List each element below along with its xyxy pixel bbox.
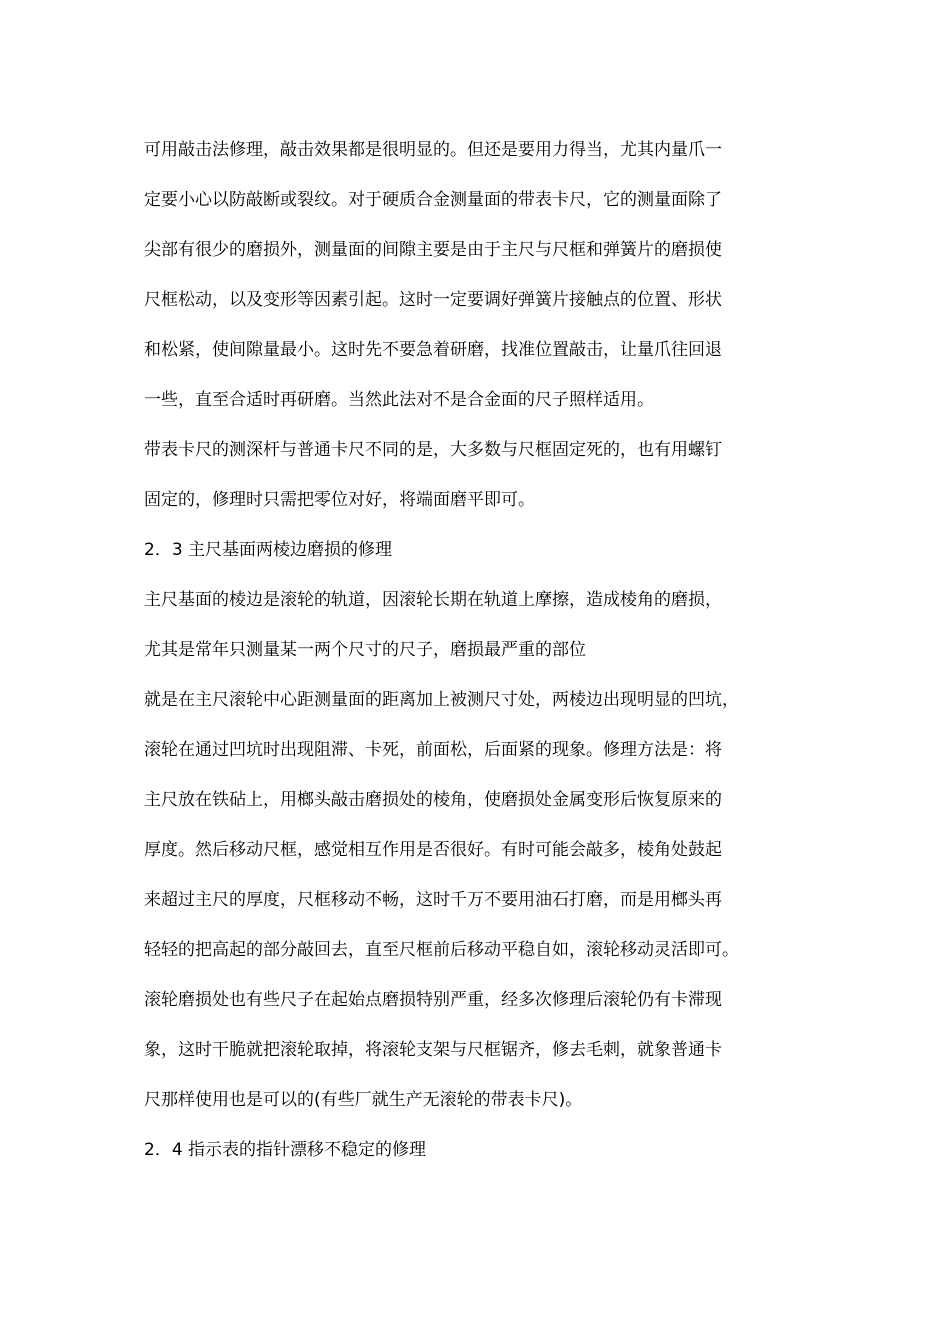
text-line: 和松紧，使间隙量最小。这时先不要急着研磨，找准位置敲击，让量爪往回退	[144, 340, 722, 360]
text-line: 固定的，修理时只需把零位对好，将端面磨平即可。	[144, 490, 535, 510]
text-line: 轻轻的把高起的部分敲回去，直至尺框前后移动平稳自如，滚轮移动灵活即可。	[144, 940, 739, 960]
text-line: 带表卡尺的测深杆与普通卡尺不同的是，大多数与尺框固定死的，也有用螺钉	[144, 440, 722, 460]
text-line: 主尺放在铁砧上，用榔头敲击磨损处的棱角，使磨损处金属变形后恢复原来的	[144, 790, 722, 810]
text-line: 定要小心以防敲断或裂纹。对于硬质合金测量面的带表卡尺，它的测量面除了	[144, 190, 722, 210]
text-line: 象，这时干脆就把滚轮取掉，将滚轮支架与尺框锯齐，修去毛刺，就象普通卡	[144, 1040, 722, 1060]
text-line: 来超过主尺的厚度，尺框移动不畅，这时千万不要用油石打磨，而是用榔头再	[144, 890, 722, 910]
document-body	[144, 125, 824, 1175]
text-line: 尖部有很少的磨损外，测量面的间隙主要是由于主尺与尺框和弹簧片的磨损使	[144, 240, 722, 260]
text-line: 尺那样使用也是可以的(有些厂就生产无滚轮的带表卡尺)。	[144, 1090, 583, 1110]
text-line: 主尺基面的棱边是滚轮的轨道，因滚轮长期在轨道上摩擦，造成棱角的磨损，	[144, 590, 722, 610]
text-line: 尤其是常年只测量某一两个尺寸的尺子，磨损最严重的部位	[144, 640, 586, 660]
text-line: 滚轮在通过凹坑时出现阻滞、卡死，前面松，后面紧的现象。修理方法是：将	[144, 740, 722, 760]
text-line: 就是在主尺滚轮中心距测量面的距离加上被测尺寸处，两棱边出现明显的凹坑，	[144, 690, 739, 710]
text-line: 一些，直至合适时再研磨。当然此法对不是合金面的尺子照样适用。	[144, 390, 654, 410]
text-line: 可用敲击法修理，敲击效果都是很明显的。但还是要用力得当，尤其内量爪一	[144, 140, 722, 160]
text-line: 尺框松动，以及变形等因素引起。这时一定要调好弹簧片接触点的位置、形状	[144, 290, 722, 310]
text-line: 厚度。然后移动尺框，感觉相互作用是否很好。有时可能会敲多，棱角处鼓起	[144, 840, 722, 860]
text-line: 滚轮磨损处也有些尺子在起始点磨损特别严重，经多次修理后滚轮仍有卡滞现	[144, 990, 722, 1010]
section-heading: 2．4 指示表的指针漂移不稳定的修理	[144, 1140, 427, 1160]
section-heading: 2．3 主尺基面两棱边磨损的修理	[144, 540, 393, 560]
